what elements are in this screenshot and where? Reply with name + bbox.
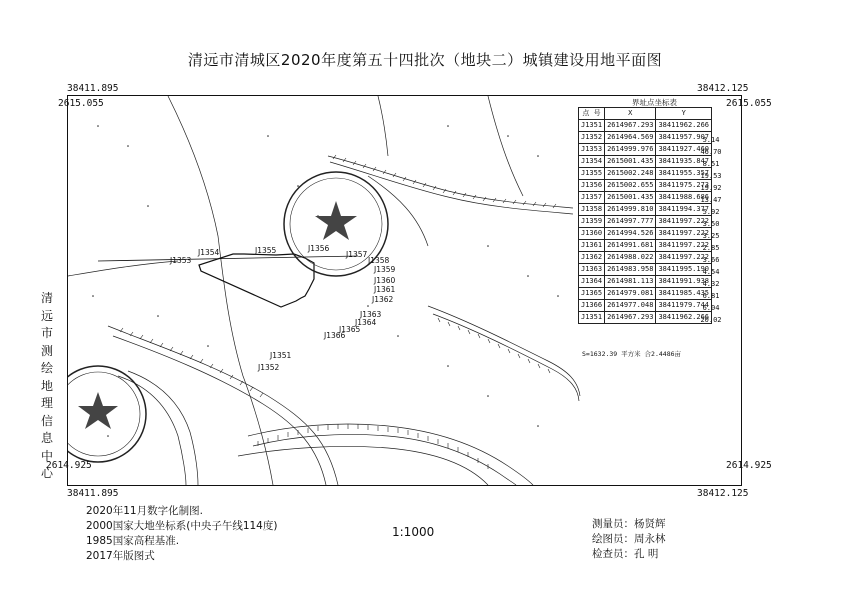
side-length: 3.25 — [702, 232, 720, 240]
table-header-row — [579, 108, 712, 120]
header-y: Y — [656, 108, 712, 120]
road-line — [328, 156, 573, 208]
side-length: 3.66 — [702, 256, 720, 264]
point-label: J1363 — [360, 310, 382, 319]
side-length: 5.92 — [702, 208, 720, 216]
point-label: J1358 — [368, 256, 390, 265]
drafter-credit: 绘图员：周永林 — [592, 533, 666, 545]
road-line — [113, 336, 326, 485]
contour-line — [378, 96, 388, 156]
corner-top-left-y: 2615.055 — [58, 98, 104, 109]
header-x: X — [605, 108, 656, 120]
table-row: J1354 2615001.435 38411935.847 — [579, 156, 712, 168]
seal-stamp-icon — [68, 366, 146, 462]
point-label: J1352 — [258, 363, 280, 372]
parcel-boundary — [199, 254, 314, 307]
side-length: 4.54 — [702, 268, 720, 276]
table-row: J1364 2614981.113 38411991.938 — [579, 276, 712, 288]
road-line — [108, 326, 338, 485]
side-length: 2.85 — [702, 244, 720, 252]
contour-line — [118, 376, 186, 485]
coordinate-table — [578, 107, 712, 324]
table-row: J1353 2614999.976 38411927.460 — [579, 144, 712, 156]
area-summary: S=1632.39 平方米 合2.4486亩 — [582, 350, 682, 358]
footnote-line: 2020年11月数字化制图. — [86, 505, 203, 517]
point-label: J1354 — [198, 248, 220, 257]
side-length: 19.53 — [700, 172, 722, 180]
corner-top-right-x: 38412.125 — [697, 83, 749, 94]
table-row: J1361 2614991.681 38411997.222 — [579, 240, 712, 252]
table-row: J1356 2615002.655 38411975.273 — [579, 180, 712, 192]
road-line — [168, 96, 273, 485]
side-label: 清 远 市 测 绘 地 理 信 息 中 心 — [40, 291, 53, 480]
table-row: J1359 2614997.777 38411997.222 — [579, 216, 712, 228]
side-length: 20.02 — [700, 316, 722, 324]
boundary-line — [98, 256, 358, 261]
point-label: J1364 — [355, 318, 377, 327]
corner-bottom-left-y: 2614.925 — [46, 460, 92, 471]
corner-bottom-left-x: 38411.895 — [67, 488, 119, 499]
contour-line — [488, 96, 523, 196]
table-row: J1366 2614977.048 38411979.744 — [579, 300, 712, 312]
header-point: 点 号 — [579, 108, 605, 120]
point-label: J1353 — [170, 256, 192, 265]
footnote-line: 2000国家大地坐标系(中央子午线114度) — [86, 520, 278, 532]
table-row: J1355 2615002.248 38411955.357 — [579, 168, 712, 180]
side-length: 3.50 — [702, 220, 720, 228]
table-row: J1363 2614983.958 38411995.190 — [579, 264, 712, 276]
side-length: 6.04 — [702, 304, 720, 312]
corner-bottom-right-y: 2614.925 — [726, 460, 772, 471]
point-label: J1360 — [374, 276, 396, 285]
side-length: 46.70 — [700, 148, 722, 156]
point-label: J1351 — [270, 351, 292, 360]
map-scale: 1:1000 — [392, 525, 435, 539]
table-row: J1365 2614979.081 38411985.435 — [579, 288, 712, 300]
point-label: J1366 — [324, 331, 346, 340]
table-row: J1351 2614967.293 38411962.266 — [579, 312, 712, 324]
side-length: 5.14 — [702, 136, 720, 144]
contour-line — [368, 176, 428, 246]
table-row: J1360 2614994.526 38411997.222 — [579, 228, 712, 240]
side-length: 4.32 — [702, 280, 720, 288]
point-label: J1365 — [339, 325, 361, 334]
table-title: 界址点坐标表 — [632, 98, 677, 107]
side-length: 6.81 — [702, 292, 720, 300]
surveyor-credit: 测量员：杨贤辉 — [592, 518, 666, 530]
table-row: J1351 2614967.293 38411962.266 — [579, 120, 712, 132]
checker-credit: 检查员：孔 明 — [592, 548, 659, 560]
star-icon — [78, 392, 118, 429]
corner-bottom-right-x: 38412.125 — [697, 488, 749, 499]
road-line — [330, 162, 573, 214]
contour-line — [68, 261, 178, 276]
map-title: 清远市清城区2020年度第五十四批次（地块二）城镇建设用地平面图 — [187, 51, 663, 69]
corner-top-right-y: 2615.055 — [726, 98, 772, 109]
table-row: J1362 2614988.022 38411997.222 — [579, 252, 712, 264]
point-label: J1359 — [374, 265, 396, 274]
point-label: J1355 — [255, 246, 277, 255]
side-length: 8.51 — [702, 160, 720, 168]
road-line — [253, 434, 516, 485]
table-row: J1358 2614999.810 38411994.377 — [579, 204, 712, 216]
table-row: J1357 2615001.435 38411988.686 — [579, 192, 712, 204]
contour-line — [238, 446, 488, 485]
star-icon — [315, 201, 357, 240]
side-length: 19.92 — [700, 184, 722, 192]
point-label: J1356 — [308, 244, 330, 253]
side-length: 13.47 — [700, 196, 722, 204]
point-label: J1357 — [346, 250, 368, 259]
road-line — [248, 424, 533, 485]
corner-top-left-x: 38411.895 — [67, 83, 119, 94]
point-label: J1361 — [374, 285, 396, 294]
road-line — [433, 314, 579, 401]
table-row: J1352 2614964.569 38411957.907 — [579, 132, 712, 144]
hatching — [120, 155, 556, 469]
footnote-line: 1985国家高程基准. — [86, 535, 180, 547]
road-line — [428, 306, 580, 396]
point-label: J1362 — [372, 295, 394, 304]
footnote-line: 2017年版图式 — [86, 550, 155, 562]
